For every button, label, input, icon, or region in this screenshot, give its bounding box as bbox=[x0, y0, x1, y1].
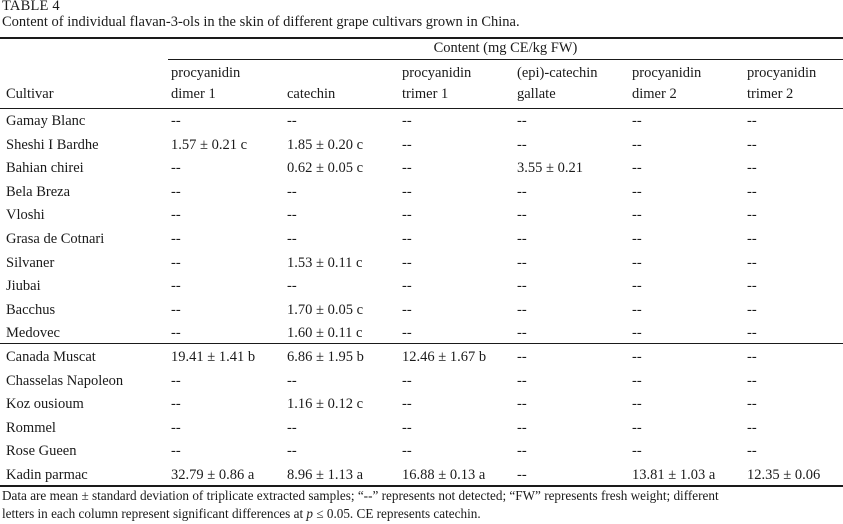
value-cell: 32.79 ± 0.86 a bbox=[171, 467, 255, 483]
value-cell: 19.41 ± 1.41 b bbox=[171, 349, 256, 365]
value-cell: -- bbox=[171, 160, 181, 177]
cultivar-name-cell: Jiubai bbox=[6, 278, 41, 295]
cultivar-name-cell: Medovec bbox=[6, 325, 60, 342]
value-cell: -- bbox=[747, 349, 757, 365]
value-cell: -- bbox=[632, 349, 642, 365]
value-cell: -- bbox=[402, 396, 412, 413]
top-rule bbox=[0, 37, 843, 39]
column-header-epicatechin-gallate bbox=[517, 63, 598, 105]
value-cell: -- bbox=[747, 301, 757, 318]
value-cell: -- bbox=[517, 113, 527, 129]
value-cell: -- bbox=[517, 278, 527, 295]
value-cell: 1.16 ± 0.12 c bbox=[287, 396, 364, 413]
table-row bbox=[0, 299, 843, 323]
column-header-line2: gallate bbox=[517, 86, 556, 102]
value-cell: -- bbox=[171, 231, 181, 247]
value-cell: -- bbox=[402, 183, 412, 200]
table-footnote bbox=[2, 487, 842, 523]
value-cell: -- bbox=[402, 278, 412, 295]
value-cell: -- bbox=[287, 183, 297, 200]
value-cell: -- bbox=[747, 419, 757, 436]
value-cell: -- bbox=[287, 231, 297, 247]
value-cell: 0.62 ± 0.05 c bbox=[287, 160, 364, 177]
column-header-cultivar bbox=[6, 63, 54, 105]
column-header-procyanidin-dimer-1 bbox=[171, 63, 240, 105]
value-cell: -- bbox=[632, 183, 642, 200]
table-row bbox=[0, 370, 843, 394]
value-cell: -- bbox=[171, 254, 181, 271]
footnote-p-symbol: p bbox=[306, 506, 314, 521]
footnote-text: letters in each column represent significant differences at bbox=[2, 506, 307, 521]
cultivar-name-cell: Koz ousioum bbox=[6, 396, 84, 413]
value-cell: -- bbox=[517, 467, 527, 483]
value-cell: 8.96 ± 1.13 a bbox=[287, 467, 364, 483]
cultivar-name-cell: Canada Muscat bbox=[6, 349, 96, 365]
value-cell: -- bbox=[402, 301, 412, 318]
group-divider-rule bbox=[0, 343, 843, 344]
column-header-line1: procyanidin bbox=[747, 65, 817, 81]
value-cell: -- bbox=[747, 136, 757, 153]
value-cell: -- bbox=[517, 372, 527, 389]
cultivar-name-cell: Chasselas Napoleon bbox=[6, 372, 124, 389]
cultivar-name-cell: Bacchus bbox=[6, 301, 56, 318]
value-cell: -- bbox=[517, 396, 527, 413]
column-header-line1: (epi)-catechin bbox=[517, 65, 598, 81]
value-cell: -- bbox=[287, 419, 297, 436]
column-header-catechin bbox=[287, 63, 335, 105]
cultivar-name-cell: Grasa de Cotnari bbox=[6, 231, 105, 247]
cultivar-name-cell: Silvaner bbox=[6, 254, 55, 271]
value-cell: -- bbox=[402, 443, 412, 460]
value-cell: -- bbox=[171, 113, 181, 129]
value-cell: 1.60 ± 0.11 c bbox=[287, 325, 363, 342]
value-cell: 6.86 ± 1.95 b bbox=[287, 349, 364, 365]
header-rule bbox=[0, 108, 843, 109]
value-cell: -- bbox=[287, 113, 297, 129]
value-cell: -- bbox=[747, 160, 757, 177]
table-row bbox=[0, 110, 843, 134]
value-cell: -- bbox=[747, 113, 757, 129]
table-row bbox=[0, 252, 843, 276]
value-cell: 13.81 ± 1.03 a bbox=[632, 467, 716, 483]
spanning-header-rule bbox=[168, 59, 843, 60]
value-cell: -- bbox=[517, 443, 527, 460]
footnote-text: ≤ 0.05. CE represents catechin. bbox=[313, 506, 481, 521]
column-header-line1: procyanidin bbox=[402, 65, 472, 81]
table-row bbox=[0, 440, 843, 464]
value-cell: 1.70 ± 0.05 c bbox=[287, 301, 364, 318]
cultivar-name-cell: Kadin parmac bbox=[6, 467, 88, 483]
value-cell: -- bbox=[747, 231, 757, 247]
footnote-line1: Data are mean ± standard deviation of triplicate extracted samples; “--” represents not detected; “FW” represents fresh weight; different bbox=[2, 488, 719, 503]
value-cell: -- bbox=[402, 372, 412, 389]
cultivar-name-cell: Bela Breza bbox=[6, 183, 71, 200]
value-cell: -- bbox=[517, 136, 527, 153]
value-cell: -- bbox=[747, 254, 757, 271]
cultivar-name-cell: Sheshi I Bardhe bbox=[6, 136, 99, 153]
value-cell: -- bbox=[287, 278, 297, 295]
value-cell: -- bbox=[171, 183, 181, 200]
column-header-line1: procyanidin bbox=[632, 65, 702, 81]
value-cell: -- bbox=[517, 301, 527, 318]
table-row bbox=[0, 228, 843, 252]
value-cell: 1.57 ± 0.21 c bbox=[171, 136, 248, 153]
column-header-line2: trimer 2 bbox=[747, 86, 794, 102]
value-cell: -- bbox=[632, 160, 642, 177]
value-cell: -- bbox=[632, 443, 642, 460]
value-cell: -- bbox=[632, 254, 642, 271]
value-cell: -- bbox=[402, 136, 412, 153]
value-cell: -- bbox=[517, 419, 527, 436]
table-row bbox=[0, 157, 843, 181]
cultivar-name-cell: Rommel bbox=[6, 419, 56, 436]
value-cell: 12.46 ± 1.67 b bbox=[402, 349, 487, 365]
column-header-line1 bbox=[6, 63, 54, 84]
value-cell: -- bbox=[517, 183, 527, 200]
value-cell: 16.88 ± 0.13 a bbox=[402, 467, 486, 483]
column-header-line1: procyanidin bbox=[171, 65, 241, 81]
value-cell: -- bbox=[747, 443, 757, 460]
value-cell: -- bbox=[747, 207, 757, 224]
value-cell: -- bbox=[632, 419, 642, 436]
value-cell: -- bbox=[171, 278, 181, 295]
value-cell: -- bbox=[632, 113, 642, 129]
table-row bbox=[0, 393, 843, 417]
value-cell: -- bbox=[171, 443, 181, 460]
cultivar-name-cell: Vloshi bbox=[6, 207, 45, 224]
column-header-line2: dimer 2 bbox=[632, 86, 677, 102]
value-cell: 12.35 ± 0.06 bbox=[747, 467, 821, 483]
value-cell: -- bbox=[171, 325, 181, 342]
value-cell: -- bbox=[171, 207, 181, 224]
value-cell: -- bbox=[632, 325, 642, 342]
value-cell: -- bbox=[517, 207, 527, 224]
cultivar-name-cell: Bahian chirei bbox=[6, 160, 84, 177]
column-header-line2: Cultivar bbox=[6, 86, 54, 102]
value-cell: -- bbox=[632, 301, 642, 318]
column-header-line2: trimer 1 bbox=[402, 86, 449, 102]
cultivar-name-cell: Rose Gueen bbox=[6, 443, 77, 460]
value-cell: -- bbox=[747, 325, 757, 342]
value-cell: -- bbox=[632, 278, 642, 295]
value-cell: -- bbox=[632, 136, 642, 153]
value-cell: -- bbox=[517, 349, 527, 365]
table-row bbox=[0, 275, 843, 299]
value-cell: -- bbox=[402, 231, 412, 247]
value-cell: 1.85 ± 0.20 c bbox=[287, 136, 364, 153]
value-cell: -- bbox=[171, 372, 181, 389]
value-cell: -- bbox=[632, 207, 642, 224]
content-spanning-header: Content (mg CE/kg FW) bbox=[433, 40, 578, 56]
value-cell: -- bbox=[747, 183, 757, 200]
cultivar-name-cell: Gamay Blanc bbox=[6, 113, 86, 129]
value-cell: -- bbox=[632, 372, 642, 389]
value-cell: -- bbox=[402, 325, 412, 342]
value-cell: -- bbox=[517, 325, 527, 342]
value-cell: -- bbox=[402, 419, 412, 436]
value-cell: -- bbox=[402, 254, 412, 271]
value-cell: 3.55 ± 0.21 bbox=[517, 160, 583, 177]
column-header-line2: dimer 1 bbox=[171, 86, 216, 102]
table-row bbox=[0, 204, 843, 228]
table-row bbox=[0, 346, 843, 370]
value-cell: -- bbox=[402, 207, 412, 224]
value-cell: -- bbox=[747, 396, 757, 413]
value-cell: -- bbox=[287, 372, 297, 389]
column-header-procyanidin-trimer-2 bbox=[747, 63, 816, 105]
value-cell: -- bbox=[517, 254, 527, 271]
footnote-line2 bbox=[2, 505, 842, 523]
column-header-line1 bbox=[287, 63, 335, 84]
table-row bbox=[0, 181, 843, 205]
value-cell: 1.53 ± 0.11 c bbox=[287, 254, 363, 271]
value-cell: -- bbox=[171, 419, 181, 436]
value-cell: -- bbox=[171, 396, 181, 413]
value-cell: -- bbox=[287, 207, 297, 224]
value-cell: -- bbox=[171, 301, 181, 318]
value-cell: -- bbox=[517, 231, 527, 247]
value-cell: -- bbox=[632, 231, 642, 247]
column-header-procyanidin-trimer-1 bbox=[402, 63, 471, 105]
table-row bbox=[0, 417, 843, 441]
value-cell: -- bbox=[747, 278, 757, 295]
column-header-procyanidin-dimer-2 bbox=[632, 63, 701, 105]
value-cell: -- bbox=[402, 160, 412, 177]
table-caption: Content of individual flavan-3-ols in the skin of different grape cultivars grown in China. bbox=[2, 14, 520, 30]
table-label: TABLE 4 bbox=[2, 0, 60, 14]
column-header-line2: catechin bbox=[287, 86, 336, 102]
table-row bbox=[0, 134, 843, 158]
value-cell: -- bbox=[287, 443, 297, 460]
value-cell: -- bbox=[747, 372, 757, 389]
value-cell: -- bbox=[402, 113, 412, 129]
value-cell: -- bbox=[632, 396, 642, 413]
